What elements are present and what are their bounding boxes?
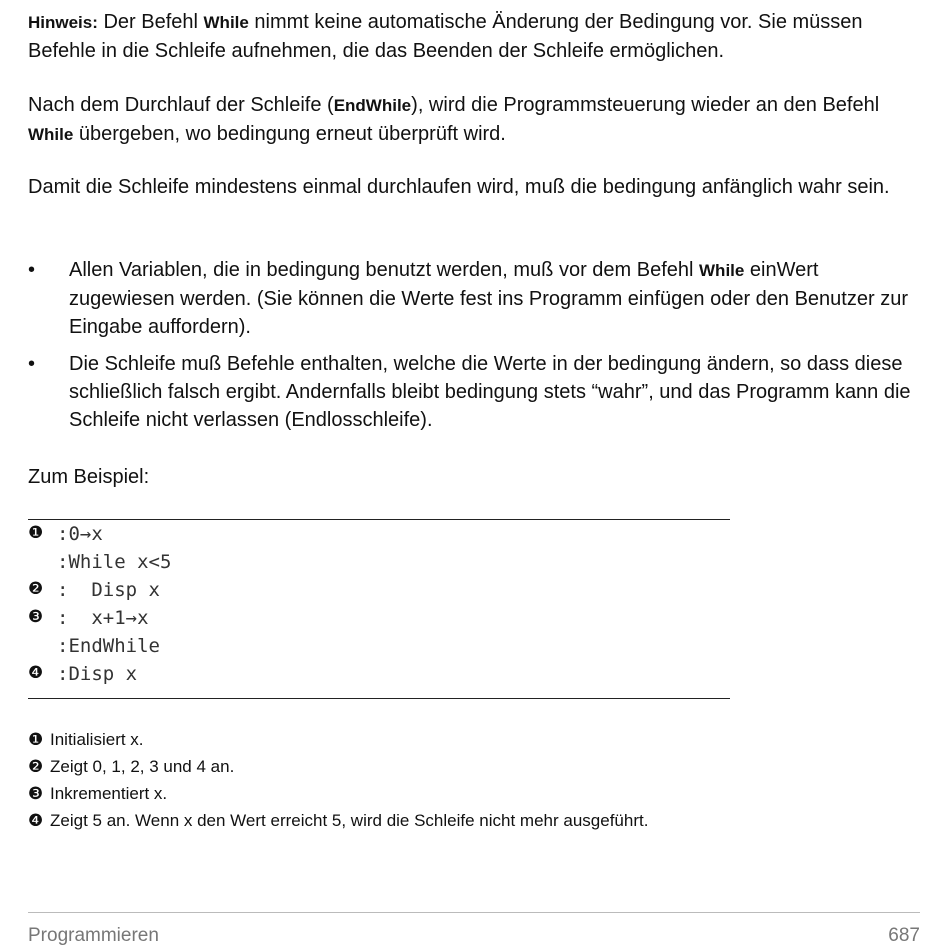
note-text-a: Der Befehl xyxy=(97,11,204,33)
note-paragraph xyxy=(28,8,928,65)
while-keyword: While xyxy=(699,261,745,280)
annotation-note xyxy=(28,783,167,805)
number-1-icon: ❶ xyxy=(28,730,44,750)
code-text: :While x<5 xyxy=(57,551,172,573)
bullet-text-a: Allen Variablen, die in bedingung benutzt werden, muß vor dem Befehl xyxy=(69,259,700,281)
annotation-note xyxy=(28,756,234,778)
code-text: : x+1→x xyxy=(57,607,149,629)
while-keyword: While xyxy=(203,13,249,32)
while-keyword: While xyxy=(28,125,74,144)
annotation-text: Initialisiert x. xyxy=(50,730,144,749)
annotation-text: Zeigt 0, 1, 2, 3 und 4 an. xyxy=(50,757,235,776)
footer-divider xyxy=(28,912,920,913)
number-2-icon: ❷ xyxy=(28,579,44,599)
bullet-dot: • xyxy=(28,259,36,281)
bullet-dot: • xyxy=(28,353,36,375)
number-3-icon: ❸ xyxy=(28,607,44,627)
p2-text-b: ), wird die Programmsteuerung wieder an den Befehl xyxy=(411,94,880,116)
page-number: 687 xyxy=(888,925,920,946)
code-top-rule xyxy=(28,519,730,520)
bullet-text xyxy=(69,256,919,341)
annotation-text: Zeigt 5 an. Wenn x den Wert erreicht 5, wird die Schleife nicht mehr ausgeführt. xyxy=(50,811,649,830)
annotation-note xyxy=(28,810,648,832)
number-4-icon: ❹ xyxy=(28,663,44,683)
bullet-text: Die Schleife muß Befehle enthalten, welche die Werte in der bedingung ändern, so dass diese schließlich falsch ergibt. Andernfalls bleibt bedingung stets “wahr”, und das Programm kann die Schleife nicht verlassen (Endlosschleife). xyxy=(69,353,911,431)
code-bottom-rule xyxy=(28,698,730,699)
initial-condition-paragraph: Damit die Schleife mindestens einmal durchlaufen wird, muß die bedingung anfänglich wahr sein. xyxy=(28,176,890,198)
note-label: Hinweis: xyxy=(28,13,98,32)
number-3-icon: ❸ xyxy=(28,784,44,804)
annotation-text: Inkrementiert x. xyxy=(50,784,168,803)
number-2-icon: ❷ xyxy=(28,757,44,777)
example-heading: Zum Beispiel: xyxy=(28,466,150,488)
code-text: :EndWhile xyxy=(57,635,160,657)
code-text: :0→x xyxy=(57,523,103,545)
footer-section-title: Programmieren xyxy=(28,925,159,946)
number-4-icon: ❹ xyxy=(28,811,44,831)
code-text: : Disp x xyxy=(57,579,160,601)
endwhile-keyword: EndWhile xyxy=(333,96,412,115)
p2-text-a: Nach dem Durchlauf der Schleife ( xyxy=(28,94,334,116)
annotation-note xyxy=(28,729,144,751)
bullet-text-b: einWert zugewiesen werden. (Sie können die Werte fest ins Programm einfügen oder den Benutzer zur Eingabe auffordern). xyxy=(69,259,908,338)
code-text: :Disp x xyxy=(57,663,138,685)
number-1-icon: ❶ xyxy=(28,523,44,543)
note-text-b: nimmt keine automatische Änderung der Bedingung vor. Sie müssen Befehle in die Schleife aufnehmen, die das Beenden der Schleife ermöglichen. xyxy=(28,11,863,62)
p2-text-c: übergeben, wo bedingung erneut überprüft wird. xyxy=(73,123,506,145)
loop-return-paragraph xyxy=(28,91,928,149)
